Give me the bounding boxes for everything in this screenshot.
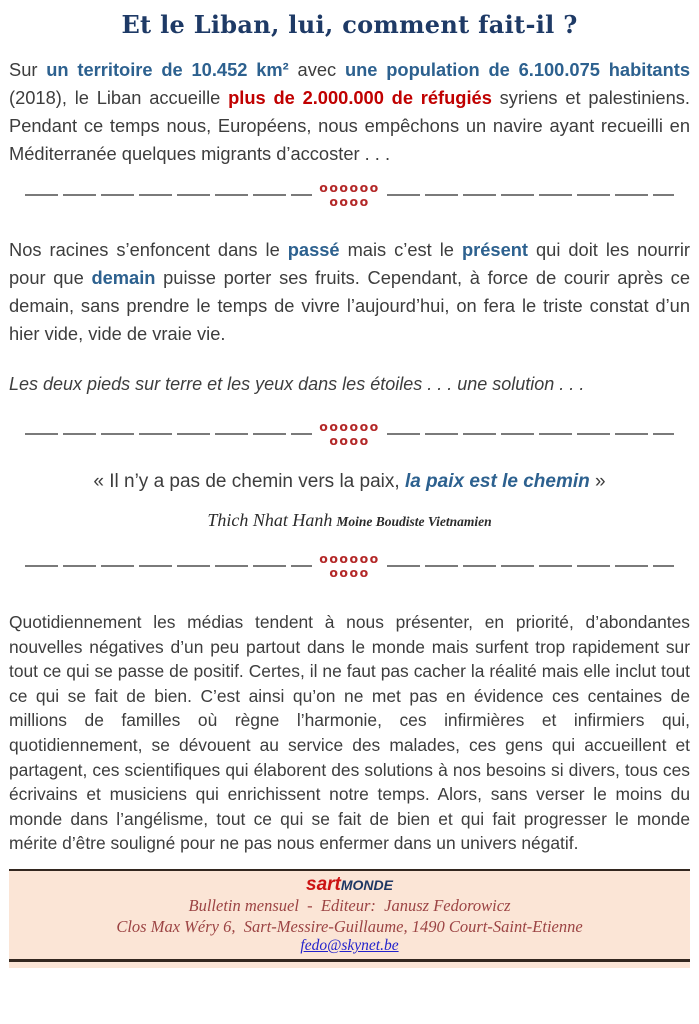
separator-dots-bottom: oooo xyxy=(329,194,370,209)
population-highlight: une population de 6.100.075 habitants xyxy=(344,59,690,80)
quote-text-plain: « Il n’y a pas de chemin vers la paix, xyxy=(93,471,405,492)
intro-text-plain: Sur xyxy=(9,59,47,80)
peace-quote xyxy=(9,471,690,493)
intro-text-plain: (2018), le Liban accueille xyxy=(9,87,229,108)
separator-dots-bottom: oooo xyxy=(329,433,370,448)
separator-dots xyxy=(312,181,387,209)
present-highlight: présent xyxy=(461,239,528,260)
footer-editor-line: Bulletin mensuel - Editeur: Janusz Fedorowicz xyxy=(188,895,511,915)
quote-author: Thich Nhat Hanh xyxy=(207,510,333,530)
separator-line-left xyxy=(25,194,312,196)
refugees-highlight: plus de 2.000.000 de réfugiés xyxy=(228,87,492,108)
separator-dots xyxy=(312,420,387,448)
roots-text-plain: Nos racines s’enfoncent dans le xyxy=(9,239,288,260)
section-separator xyxy=(9,552,690,580)
page-title: Et le Liban, lui, comment fait-il ? xyxy=(121,10,578,39)
footer-address-line: Clos Max Wéry 6, Sart-Messire-Guillaume, 1490 Court-Saint-Etienne xyxy=(116,916,583,936)
roots-paragraph xyxy=(9,236,690,348)
separator-dots-bottom: oooo xyxy=(329,565,370,580)
roots-text-plain: qui doit les nourrir pour que xyxy=(9,239,691,288)
footer-email-row xyxy=(19,937,680,955)
separator-line-right xyxy=(387,194,674,196)
logo-sart-text: sart xyxy=(306,873,341,895)
past-highlight: passé xyxy=(287,239,340,260)
sartmonde-logo xyxy=(19,873,680,895)
separator-line-left xyxy=(25,565,312,567)
section-separator xyxy=(9,420,690,448)
roots-text-plain: mais c’est le xyxy=(339,239,462,260)
separator-dots xyxy=(312,552,387,580)
intro-paragraph xyxy=(9,56,690,168)
logo-monde-text: MONDE xyxy=(340,876,393,893)
roots-text-plain: puisse porter ses fruits. Cependant, à force de courir après ce demain, sans prendre le temps de vivre l’aujourd’hui, on fera le triste constat d’un hier vide, vide de vraie vie. xyxy=(9,267,690,344)
separator-dots-top: oooooo xyxy=(319,551,380,566)
territory-highlight: un territoire de 10.452 km² xyxy=(46,59,289,80)
separator-line-right xyxy=(387,433,674,435)
separator-line-right xyxy=(387,565,674,567)
media-paragraph: Quotidiennement les médias tendent à nous présenter, en priorité, d’abondantes nouvelles négatives d’un peu partout dans le monde mais surfent trop rapidement sur tout ce qui se passe de positif. Certes, il ne faut pas cacher la réalité mais elle inclut tout ce qui se fait de bien. C’est ainsi qu’on ne met pas en évidence ces centaines de millions de familles où règne l’harmonie, ces infirmières et infirmiers qui, quotidiennement, se dévouent au service des malades, ces gens qui accueillent et partagent, ces scientifiques qui élaborent des solutions à nos besoins si divers, tous ces écrivains et musiciens qui enrichissent notre temps. Alors, sans verser le moins du monde dans l’angélisme, tout ce qui se fait de bien et qui fait progresser le monde mérite d’être souligné pour ne pas nous enfermer dans un univers négatif. xyxy=(9,612,690,854)
quote-attribution xyxy=(9,510,690,531)
intro-text-plain: syriens et palestiniens. Pendant ce temps nous, Européens, nous empêchons un navire ayant recueilli en Méditerranée quelques migrants d’accoster . . . xyxy=(9,87,690,164)
separator-line-left xyxy=(25,433,312,435)
solution-line: Les deux pieds sur terre et les yeux dans les étoiles . . . une solution . . . xyxy=(9,374,585,394)
quote-text-plain: » xyxy=(589,471,606,492)
quote-author-title: Moine Boudiste Vietnamien xyxy=(336,514,492,529)
section-separator xyxy=(9,181,690,209)
tomorrow-highlight: demain xyxy=(91,267,156,288)
separator-dots-top: oooooo xyxy=(319,180,380,195)
quote-emphasis: la paix est le chemin xyxy=(404,471,590,492)
separator-dots-top: oooooo xyxy=(319,419,380,434)
email-link[interactable]: fedo@skynet.be xyxy=(300,936,399,954)
newsletter-footer xyxy=(9,869,690,962)
intro-text-plain: avec xyxy=(288,59,345,80)
